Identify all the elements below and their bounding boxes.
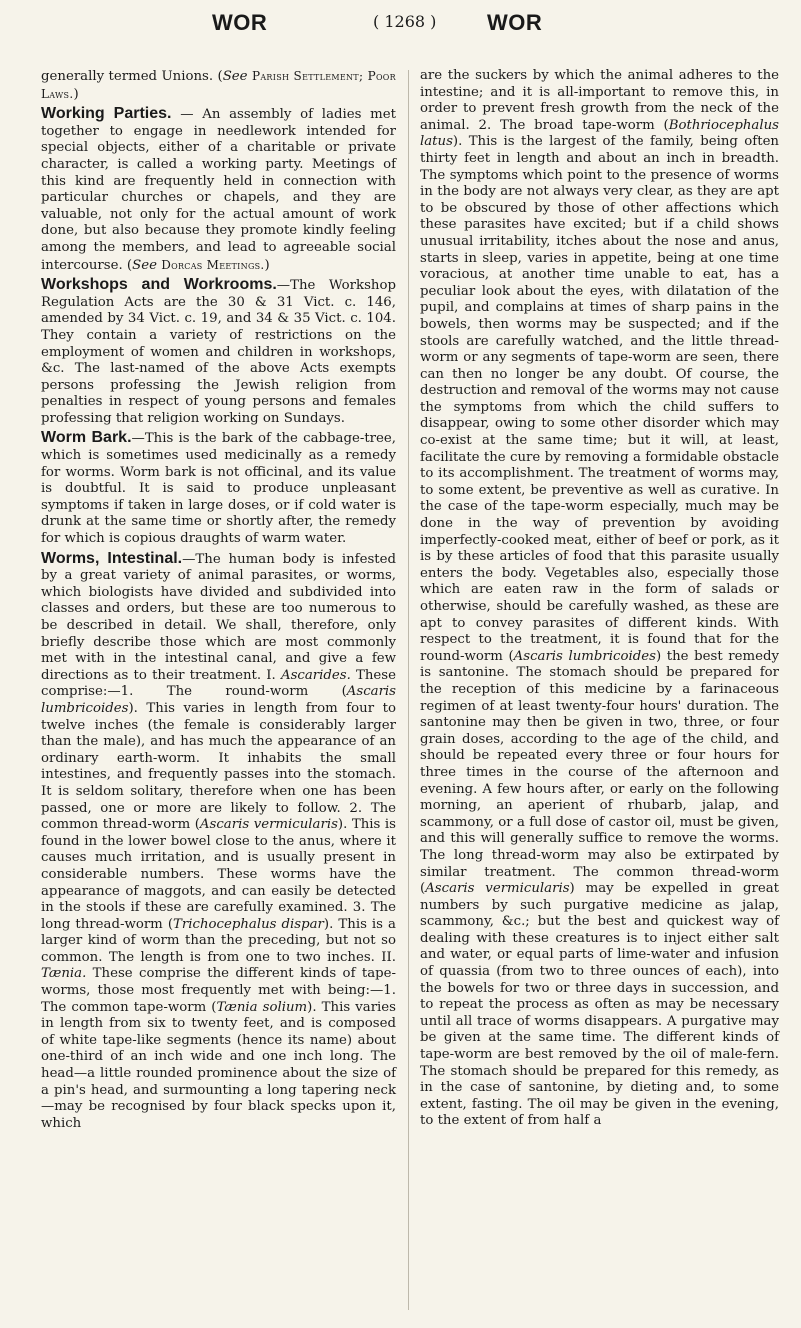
taxon-name: Ascaris lumbricoides (513, 648, 656, 664)
taxon-name: Tænia. (41, 966, 87, 982)
entry-worms-continued (420, 68, 779, 1130)
entry-body: ). This is a larger kind of worm than the preceding, but not so common. The length is from one to two inches. II. (41, 916, 396, 965)
entry-body: — An assembly of ladies met together to engage in needlework intended for special objects, either of a charitable or private character, is called a working party. Meetings of this kind are frequently held in connection with particular churches or chapels, and they are valuable, not only for the actual amount of work done, but also because they promote kindly feeling among the members, and lead to agreeable social intercourse. ( (41, 107, 396, 273)
taxon-name: Ascaris vermicularis (199, 817, 338, 833)
entry-body: These comprise:—1. The round-worm ( (41, 667, 396, 700)
see-ref: See (222, 69, 248, 84)
entry-body: ). This varies in length from six to twenty feet, and is composed of white tape-like segments (hence its name) about one-third of an inch wide and one inch long. The head—a little rounded prominence about the size of a pin's head, and surmounting a long tapering neck—may be recognised by four black specks upon it, which (41, 999, 396, 1131)
taxon-name: Trichocephalus dispar (173, 916, 324, 932)
entry-heading: Working Parties. (41, 105, 172, 123)
column-divider (408, 70, 409, 1310)
entry-body: ). This is found in the lower bowel close to the anus, where it causes much irritation, and is usually present in considerable numbers. These worms have the appearance of maggots, and can easily be detected in the stools if these are carefully examined. 3. The long thread-worm ( (41, 817, 396, 932)
entry-body: ). This varies in length from four to twelve inches (the female is considerably larger than the male), and has much the appearance of an ordinary earth-worm. It inhabits the small intestines, and frequently passes into the stomach. It is seldom solitary, therefore when one has been passed, one or more are likely to follow. 2. The common thread-worm ( (41, 700, 396, 833)
taxon-name: Tænia solium (216, 999, 308, 1015)
cross-reference: Parish Settlement; Poor Laws. (41, 69, 396, 101)
entry-body: ). This is the largest of the family, being often thirty feet in length and about an inch in breadth. The symptoms which point to the presence of worms in the body are not always very clear, as they are apt to be obscured by those of other affections which these parasites have excited; but if a child shows unusual irritability, itches about the nose and anus, starts in sleep, varies in appetite, being at one time voracious, at another time unable to eat, has a peculiar look about the eyes, with dilatation of the pupil, and complains at times of sharp pains in the bowels, then worms may be suspected; and if the stools are carefully watched, and the little thread-worm or any segments of tape-worm are seen, there can then no longer be any doubt. Of course, the destruction and removal of the worms may not cause the symptoms from which the child suffers to disappear, owing to some other disorder which may co-exist at the same time; but it will, at least, facilitate the cure by removing a formidable obstacle to its accomplishment. The treatment of worms may, to some extent, be preventive as well as curative. In the case of the tape-worm especially, much may be done in the way of prevention by avoiding imperfectly-cooked meat, either of beef or pork, as it is by these articles of food that this parasite usually enters the body. Vegetables also, especially those which are eaten raw in the form of salads or otherwise, should be carefully washed, as these are apt to convey parasites of different kinds. With respect to the treatment, it is found that for the round-worm ( (420, 134, 779, 664)
cross-reference: Dorcas Meetings. (161, 257, 265, 272)
intro-text: generally termed Unions. ( (41, 69, 223, 84)
entry-heading: Worm Bark. (41, 429, 132, 447)
see-ref: See (132, 257, 157, 273)
entry-body: are the suckers by which the animal adheres to the intestine; and it is all-important to remove this, in order to prevent fresh growth from the neck of the animal. 2. The broad tape-worm ( (420, 68, 779, 133)
left-column (41, 68, 396, 1135)
page-number: ( 1268 ) (373, 12, 437, 31)
entry-end: ) (264, 257, 270, 273)
entry-worm-bark (41, 430, 396, 547)
entry-body: —This is the bark of the cabbage-tree, which is sometimes used medicinally as a remedy for worms. Worm bark is not officinal, and its value is doubtful. It is said to produce unpleasant symptoms if taken in large doses, or if cold water is drunk at the same time or shortly after, the remedy for which is copious draughts of warm water. (41, 431, 396, 547)
taxon-name: Ascarides. (280, 667, 351, 683)
taxon-name: Bothriocephalus latus (420, 117, 779, 150)
entry-body: ) may be expelled in great numbers by such purgative medicine as jalap, scammony, &c.; but the best and quickest way of dealing with these creatures is to inject either salt and water, or equal parts of lime-water and infusion of quassia (from two to three ounces of each), into the bowels for two or three days in succession, and to repeat the process as often as may be necessary until all trace of worms disappears. A purgative may be given at the same time. The different kinds of tape-worm are best removed by the oil of male-fern. The stomach should be prepared for this remedy, as in the case of santonine, by dieting and, to some extent, fasting. The oil may be given in the evening, to the extent of from half a (420, 881, 779, 1129)
running-head-left: WOR (212, 10, 268, 35)
entry-body: —The Workshop Regulation Acts are the 30 & 31 Vict. c. 146, amended by 34 Vict. c. 19, and 34 & 35 Vict. c. 104. They contain a variety of restrictions on the employment of women and children in workshops, &c. The last-named of the above Acts exempts persons professing the Jewish religion from penalties in respect of young persons and females professing that religion working on Sundays. (41, 278, 396, 426)
taxon-name: Ascaris lumbricoides (41, 684, 396, 716)
entry-body: These comprise the different kinds of tape-worms, those most frequently met with being:—1. The common tape-worm ( (41, 966, 396, 1015)
entry-worms-intestinal (41, 551, 396, 1133)
page-header (0, 6, 801, 36)
right-column (420, 68, 779, 1133)
running-head-right: WOR (487, 10, 543, 35)
taxon-name: Ascaris vermicularis (425, 881, 570, 897)
intro-paragraph (41, 68, 396, 103)
entry-working-parties (41, 106, 396, 274)
entry-body: —The human body is infested by a great variety of animal parasites, or worms, which biologists have divided and subdivided into classes and orders, but these are too numerous to be described in detail. We shall, therefore, only briefly describe those which are most commonly met with in the intestinal canal, and give a few directions as to their treatment. I. (41, 551, 396, 683)
intro-end: ) (73, 86, 79, 102)
entry-heading: Worms, Intestinal. (41, 549, 183, 567)
entry-body: ) the best remedy is santonine. The stomach should be prepared for the reception of this medicine by a farinaceous regimen of at least twenty-four hours' duration. The santonine may then be given in two, three, or four grain doses, according to the age of the child, and should be repeated every three or four hours for three times in the course of the afternoon and evening. A few hours after, or early on the following morning, an aperient of rhubarb, jalap, and scammony, or a full dose of castor oil, must be given, and this will generally suffice to remove the worms. The long thread-worm may also be extirpated by similar treatment. The common thread-worm ( (420, 648, 779, 897)
entry-heading: Workshops and Workrooms. (41, 276, 277, 294)
entry-workshops (41, 277, 396, 427)
